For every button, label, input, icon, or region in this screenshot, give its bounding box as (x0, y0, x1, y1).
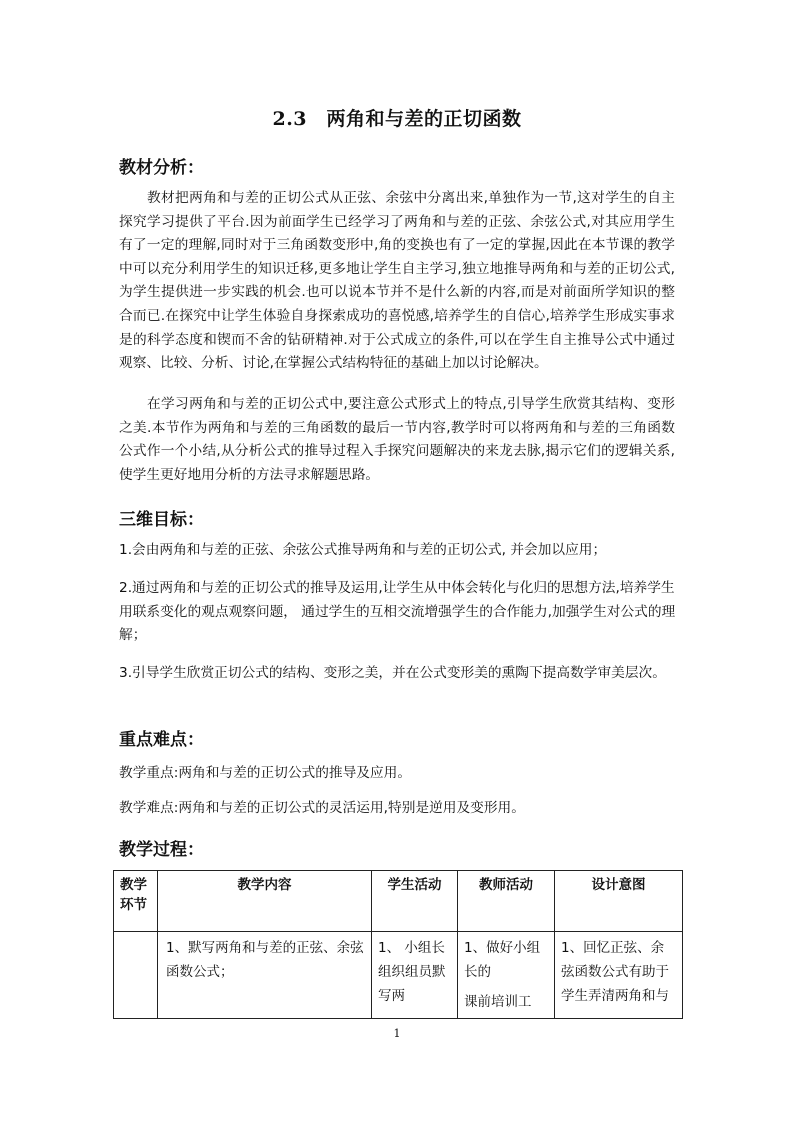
cell-content: 1、默写两角和与差的正弦、余弦函数公式； (158, 932, 372, 1019)
teaching-process-table (113, 870, 683, 1019)
analysis-paragraph-2: 在学习两角和与差的正切公式中,要注意公式形式上的特点,引导学生欣赏其结构、变形之美.本节作为两角和与差的三角函数的最后一节内容,教学时可以将两角和与差的三角函数公式作一个小结,从分析公式的推导过程入手探究问题解决的来龙去脉,揭示它们的逻辑关系,使学生更好地用分析的方法寻求解题思路。 (119, 396, 675, 483)
teaching-focus: 教学重点:两角和与差的正切公式的推导及应用。 (119, 765, 412, 781)
process-heading: 教学过程： (119, 840, 204, 860)
header-content: 教学内容 (158, 871, 372, 932)
teacher-activity-line-2: 课前培训工 (464, 994, 532, 1010)
teaching-difficulty: 教学难点:两角和与差的正切公式的灵活运用,特别是逆用及变形用。 (119, 800, 525, 816)
header-stage: 教学环节 (114, 871, 158, 932)
header-teacher-activity: 教师活动 (458, 871, 555, 932)
table-header-row (114, 871, 683, 932)
goal-2: 2.通过两角和与差的正切公式的推导及运用,让学生从中体会转化与化归的思想方法,培养学生用联系变化的观点观察问题， 通过学生的互相交流增强学生的合作能力,加强学生对公式的理解； (119, 580, 676, 644)
teacher-activity-line-1: 1、做好小组长的 (464, 940, 541, 980)
cell-design-intent: 1、回忆正弦、余弦函数公式有助于学生弄清两角和与 (555, 932, 683, 1019)
page-number: 1 (393, 1027, 401, 1040)
goal-1: 1.会由两角和与差的正弦、余弦公式推导两角和与差的正切公式, 并会加以应用； (119, 542, 607, 558)
key-points-heading: 重点难点： (119, 730, 204, 750)
page-title: 2.3 两角和与差的正切函数 (272, 108, 522, 130)
cell-stage (114, 932, 158, 1019)
cell-teacher-activity (458, 932, 555, 1019)
header-student-activity: 学生活动 (372, 871, 458, 932)
table-row (114, 932, 683, 1019)
goal-3: 3.引导学生欣赏正切公式的结构、变形之美，并在公式变形美的熏陶下提高数学审美层次。 (119, 665, 666, 681)
cell-student-activity: 1、 小组长组织组员默写两 (372, 932, 458, 1019)
analysis-heading: 教材分析： (119, 158, 204, 178)
header-design-intent: 设计意图 (555, 871, 683, 932)
goals-heading: 三维目标： (119, 510, 204, 530)
analysis-paragraph-1: 教材把两角和与差的正切公式从正弦、余弦中分离出来,单独作为一节,这对学生的自主探究学习提供了平台.因为前面学生已经学习了两角和与差的正弦、余弦公式,对其应用学生有了一定的理解,同时对于三角函数变形中,角的变换也有了一定的掌握,因此在本节课的教学中可以充分利用学生的知识迁移,更多地让学生自主学习,独立地推导两角和与差的正切公式,为学生提供进一步实践的机会.也可以说本节并不是什么新的内容,而是对前面所学知识的整合而已.在探究中让学生体验自身探索成功的喜悦感,培养学生的自信心,培养学生形成实事求是的科学态度和锲而不舍的钻研精神.对于公式成立的条件,可以在学生自主推导公式中通过观察、比较、分析、讨论,在掌握公式结构特征的基础上加以讨论解决。 (119, 190, 675, 372)
